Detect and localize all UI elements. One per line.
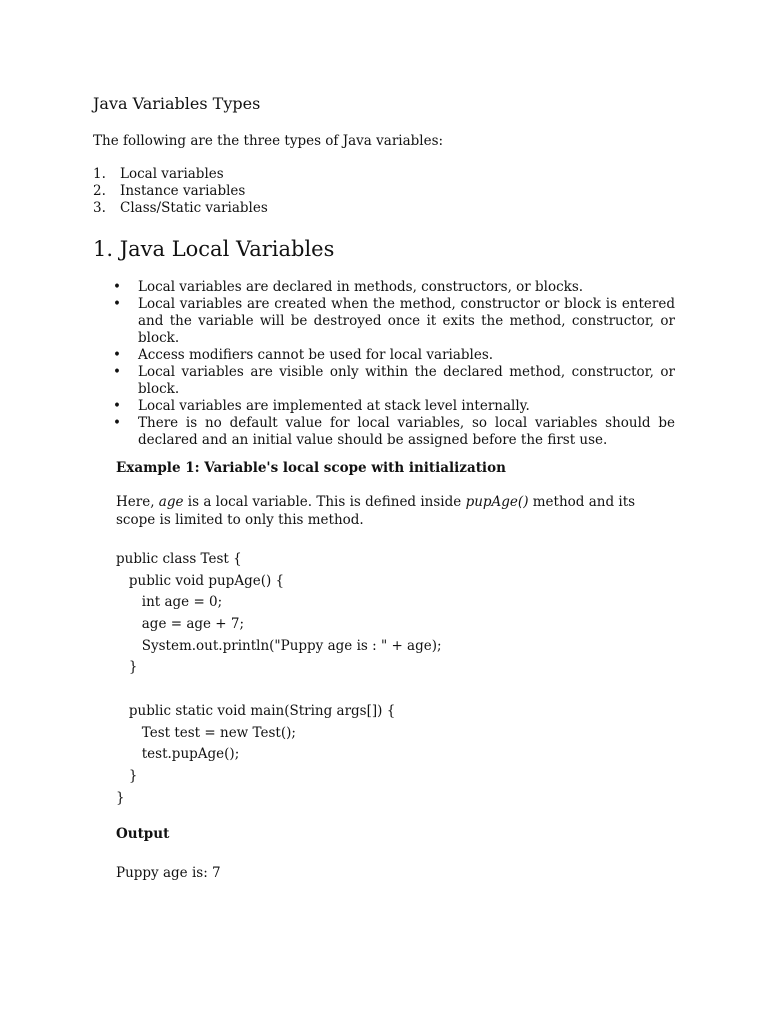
list-item-label: Local variables	[120, 166, 224, 182]
bullet-text: Access modifiers cannot be used for local variables.	[138, 347, 494, 363]
desc-method: pupAge()	[465, 494, 529, 510]
list-number: 1.	[93, 166, 106, 182]
code-line	[116, 679, 442, 701]
bullet-text: There is no default value for local variables, so local variables should be declared and an initial value should be assigned before the first use.	[138, 415, 675, 448]
code-line: System.out.println("Puppy age is : " + age);	[116, 637, 442, 654]
code-block	[116, 549, 442, 809]
bullet-icon: •	[113, 347, 121, 363]
list-item	[113, 296, 675, 347]
code-line: test.pupAge();	[116, 746, 240, 763]
list-item	[113, 415, 675, 449]
code-line: public static void main(String args[]) {	[116, 702, 396, 719]
list-number: 3.	[93, 200, 106, 216]
code-line: public void pupAge() {	[116, 572, 285, 589]
example-title: Example 1: Variable's local scope with initialization	[116, 460, 506, 476]
code-line: }	[116, 659, 138, 676]
local-variables-bullets	[113, 279, 675, 449]
desc-suffix: method and its scope is limited to only this method.	[116, 494, 636, 528]
bullet-text: Local variables are created when the method, constructor or block is entered and the variable will be destroyed once it exits the method, constructor, or block.	[138, 296, 675, 346]
bullet-text: Local variables are visible only within the declared method, constructor, or block.	[138, 364, 675, 397]
list-item	[93, 183, 268, 200]
bullet-icon: •	[113, 398, 121, 414]
code-line: }	[116, 767, 138, 784]
bullet-icon: •	[113, 279, 121, 295]
code-line: age = age + 7;	[116, 616, 245, 633]
code-line: Test test = new Test();	[116, 724, 296, 741]
bullet-text: Local variables are declared in methods, constructors, or blocks.	[138, 279, 584, 295]
bullet-text: Local variables are implemented at stack level internally.	[138, 398, 530, 414]
list-item	[93, 200, 268, 217]
bullet-icon: •	[113, 364, 121, 380]
list-number: 2.	[93, 183, 106, 199]
desc-prefix: Here,	[116, 494, 159, 510]
output-text: Puppy age is: 7	[116, 865, 221, 881]
document-title: Java Variables Types	[93, 94, 261, 113]
code-line: int age = 0;	[116, 594, 223, 611]
list-item	[113, 279, 675, 296]
bullet-icon: •	[113, 296, 121, 312]
list-item	[113, 398, 675, 415]
intro-text: The following are the three types of Java variables:	[93, 133, 444, 149]
list-item-label: Instance variables	[120, 183, 246, 199]
list-item	[113, 347, 675, 364]
bullet-icon: •	[113, 415, 121, 431]
output-label: Output	[116, 826, 170, 842]
section-heading: 1. Java Local Variables	[93, 237, 335, 261]
list-item	[93, 166, 268, 183]
desc-middle: is a local variable. This is defined inside	[183, 494, 466, 510]
list-item	[113, 364, 675, 398]
code-line: }	[116, 789, 125, 806]
code-line: public class Test {	[116, 551, 242, 567]
list-item-label: Class/Static variables	[120, 200, 268, 216]
desc-variable: age	[158, 494, 184, 510]
variable-types-list	[93, 166, 268, 217]
example-description	[116, 493, 676, 529]
